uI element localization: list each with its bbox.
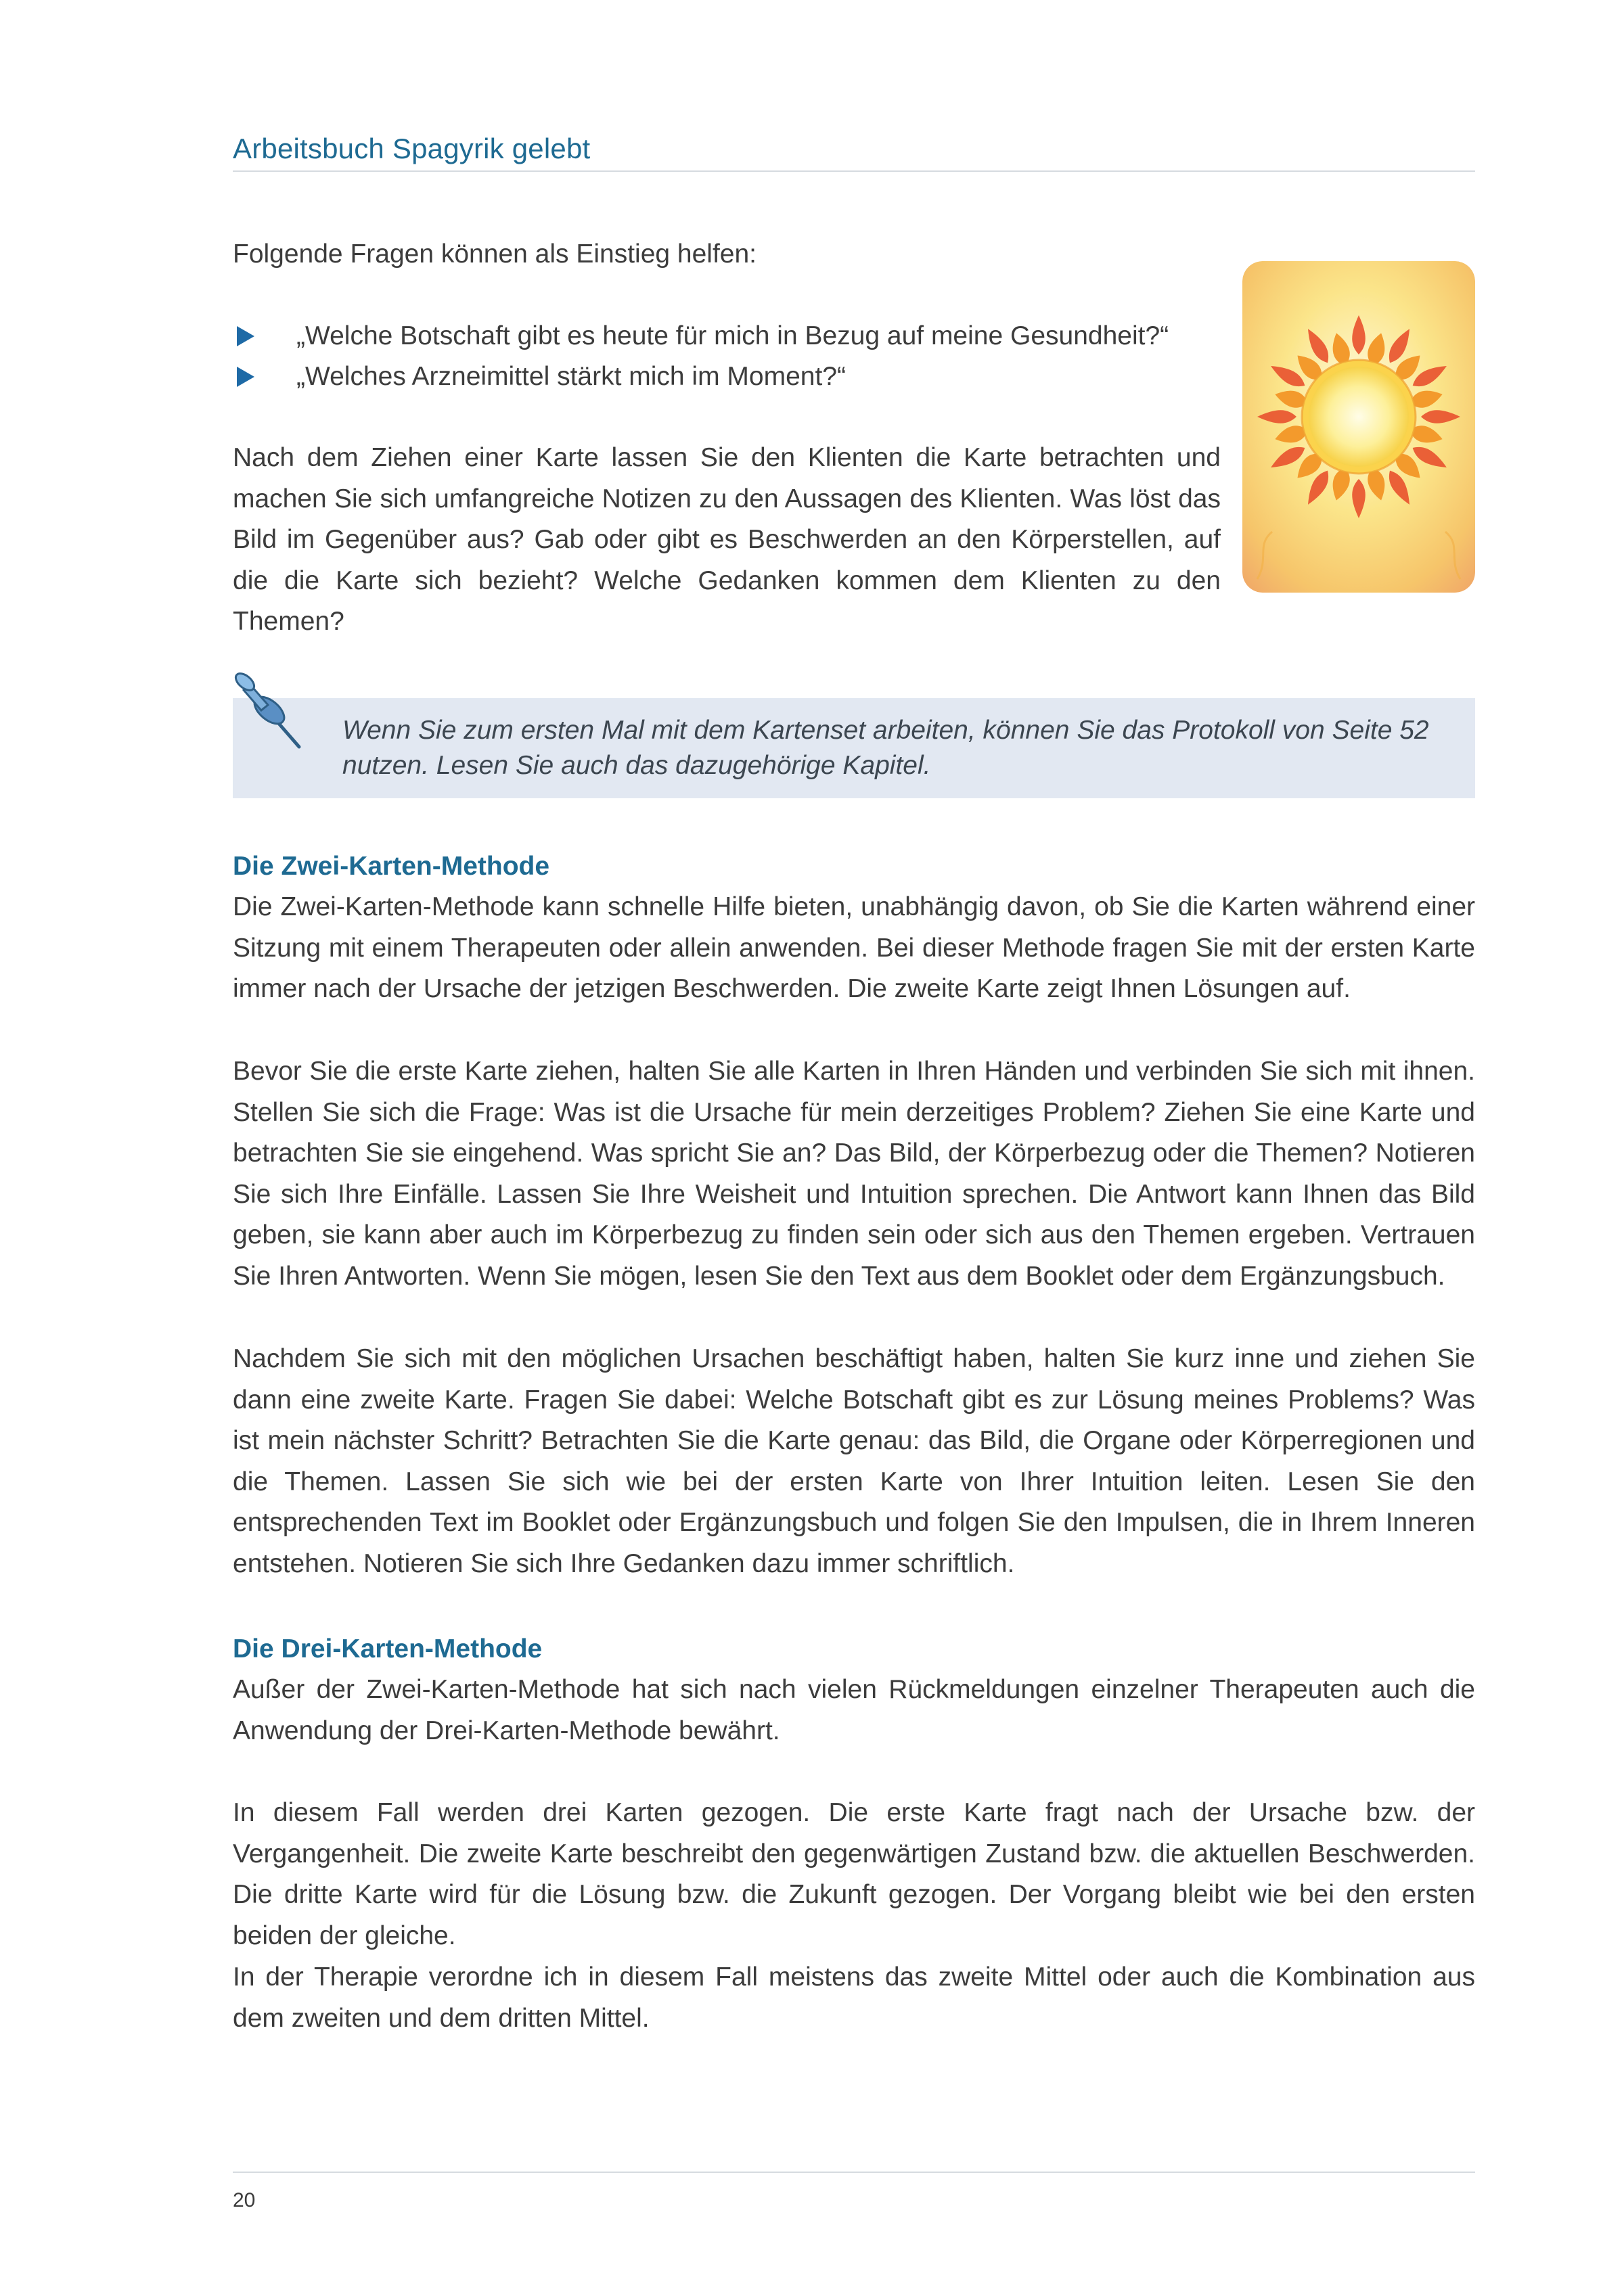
running-header: Arbeitsbuch Spagyrik gelebt [233,133,591,164]
note-box [233,698,1475,798]
section-2-paragraph-3: In der Therapie verordne ich in diesem Fall meistens das zweite Mittel oder auch die Kombination aus dem zweiten und dem dritten Mittel. [233,1962,1475,2033]
triangle-bullet-icon [237,326,254,346]
question-text: „Welche Botschaft gibt es heute für mich in Bezug auf meine Gesundheit?“ [296,321,1169,350]
list-item [233,357,1169,397]
section-1-paragraph-1: Die Zwei-Karten-Methode kann schnelle Hilfe bieten, unabhängig davon, ob Sie die Karten während einer Sitzung mit einem Therapeuten oder allein anwenden. Bei dieser Methode fragen Sie mit der ersten Karte immer nach der Ursache der jetzigen Beschwerden. Die zweite Karte zeigt Ihnen Lösungen auf. [233,892,1475,1003]
intro-paragraph: Nach dem Ziehen einer Karte lassen Sie den Klienten die Karte betrachten und machen Sie sich umfangreiche Notizen zu den Aussagen des Klienten. Was löst das Bild im Gegenüber aus? Gab oder gibt es Beschwerden an den Körperstellen, auf die die Karte sich bezieht? Welche Gedanken kommen dem Klienten zu den Themen? [233,443,1221,636]
question-text: „Welches Arzneimittel stärkt mich im Moment?“ [296,362,846,391]
section-heading-zwei-karten: Die Zwei-Karten-Methode [233,852,550,881]
section-heading-drei-karten: Die Drei-Karten-Methode [233,1634,543,1663]
question-list [233,316,1169,397]
footer-rule [233,2172,1475,2173]
note-text: Wenn Sie zum ersten Mal mit dem Kartenset arbeiten, können Sie das Protokoll von Seite 52 nutzen. Lesen Sie auch das dazugehörige Kapitel. [342,716,1429,780]
section-2-paragraph-1: Außer der Zwei-Karten-Methode hat sich nach vielen Rückmeldungen einzelner Therapeuten auch die Anwendung der Drei-Karten-Methode bewährt. [233,1675,1475,1745]
header-rule [233,170,1475,172]
section-1-paragraph-3: Nachdem Sie sich mit den möglichen Ursachen beschäftigt haben, halten Sie kurz inne und ziehen Sie dann eine zweite Karte. Fragen Sie dabei: Welche Botschaft gibt es zur Lösung meines Problems? Was ist mein nächster Schritt? Betrachten Sie die Karte genau: das Bild, die Organe oder Körperregionen und die Themen. Lassen Sie sich wie bei der ersten Karte von Ihrer Intuition leiten. Lesen Sie den entsprechenden Text im Booklet oder Ergänzungsbuch und folgen Sie den Impulsen, die in Ihrem Inneren entstehen. Notieren Sie sich Ihre Gedanken dazu immer schriftlich. [233,1344,1475,1578]
triangle-bullet-icon [237,367,254,387]
sun-card-image [1242,261,1475,593]
section-2-paragraph-2: In diesem Fall werden drei Karten gezogen. Die erste Karte fragt nach der Ursache bzw. der Vergangenheit. Die zweite Karte beschreibt den gegenwärtigen Zustand bzw. die aktuellen Beschwerden. Die dritte Karte wird für die Lösung bzw. die Zukunft gezogen. Der Vorgang bleibt wie bei den ersten beiden der gleiche. [233,1798,1475,1950]
list-item [233,316,1169,357]
page-number: 20 [233,2189,256,2211]
pushpin-icon [229,663,310,751]
section-1-paragraph-2: Bevor Sie die erste Karte ziehen, halten Sie alle Karten in Ihren Händen und verbinden Sie sich mit ihnen. Stellen Sie sich die Frage: Was ist die Ursache für mein derzeitiges Problem? Ziehen Sie eine Karte und betrachten Sie sie eingehend. Was spricht Sie an? Das Bild, der Körperbezug oder die Themen? Notieren Sie sich Ihre Einfälle. Lassen Sie Ihre Weisheit und Intuition sprechen. Die Antwort kann Ihnen das Bild geben, sie kann aber auch im Körperbezug zu finden sein oder sich aus den Themen ergeben. Vertrauen Sie Ihren Antworten. Wenn Sie mögen, lesen Sie den Text aus dem Booklet oder dem Ergänzungsbuch. [233,1057,1475,1291]
intro-lead: Folgende Fragen können als Einstieg helfen: [233,239,757,269]
